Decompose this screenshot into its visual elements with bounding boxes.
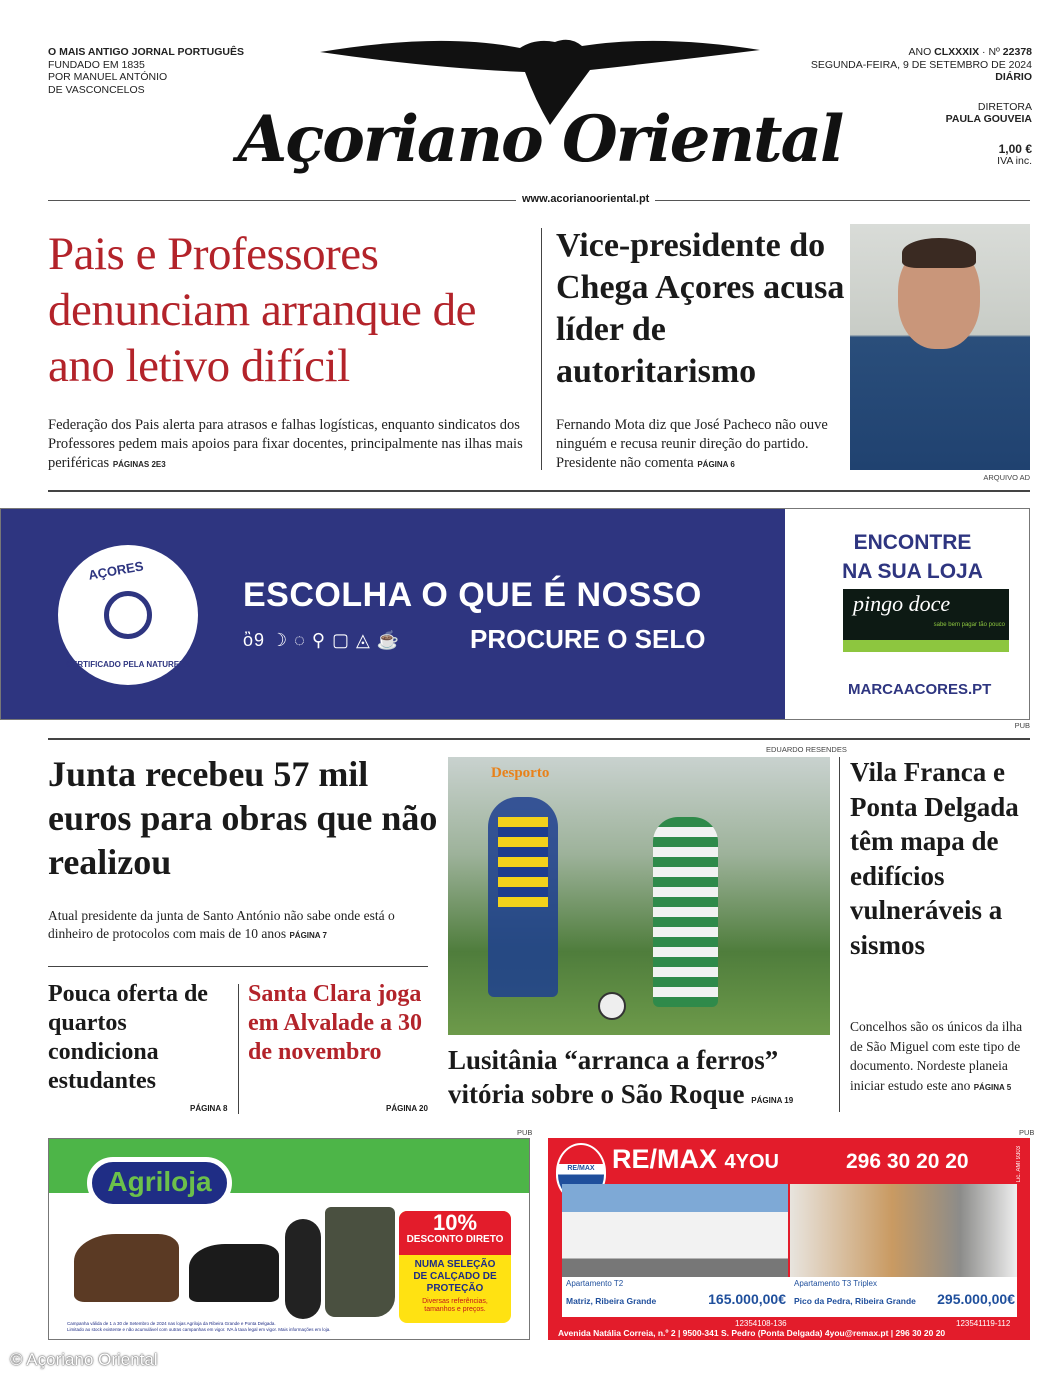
second-headline[interactable]: Vice-presidente do Chega Açores acusa líder de autoritarismo <box>556 227 845 390</box>
sports-headline-text: Lusitânia “arranca a ferros” vitória sobre o São Roque <box>448 1045 779 1109</box>
page-ref: PÁGINA 7 <box>289 931 327 940</box>
remax-phone[interactable]: 296 30 20 20 <box>846 1150 969 1173</box>
junta-deck-text: Atual presidente da junta de Santo António não sabe onde está o dinheiro de protocolos com mais de 10 anos <box>48 908 395 941</box>
photo-credit: ARQUIVO AD <box>983 473 1030 482</box>
price: 1,00 € <box>998 141 1032 156</box>
rubber-boot-image <box>325 1207 395 1317</box>
page-ref: PÁGINA 19 <box>751 1096 794 1105</box>
listing-location: Matriz, Ribeira Grande <box>566 1296 657 1306</box>
section-label-desporto: Desporto <box>491 765 550 781</box>
page-ref: PÁGINA 6 <box>697 460 735 469</box>
license: Lic. AMI 9303 <box>1016 1146 1022 1183</box>
discount-label: DESCONTO DIRETO <box>406 1234 504 1245</box>
date: SEGUNDA-FEIRA, 9 DE SETEMBRO DE 2024 <box>810 58 1032 71</box>
vila-franca-headline[interactable]: Vila Franca e Ponta Delgada têm mapa de edifícios vulneráveis a sismos <box>850 757 1019 960</box>
issue-number: 22378 <box>1002 46 1032 58</box>
section-rule <box>48 490 1030 492</box>
listing-ref: 12354108-136 <box>735 1319 787 1328</box>
photo-credit: EDUARDO RESENDES <box>766 745 847 754</box>
football-photo[interactable] <box>448 757 830 1035</box>
second-deck <box>556 416 841 474</box>
banner-site[interactable]: MARCAACORES.PT <box>848 681 992 698</box>
seal-bottom-text: CERTIFICADO PELA NATUREZA <box>66 660 190 669</box>
listing-price: 165.000,00€ <box>708 1291 786 1307</box>
page-ref: PÁGINAS 2E3 <box>112 460 166 469</box>
listing-type: Apartamento T2 <box>566 1279 624 1288</box>
product-icons: ὂ9 ☽ ◌ ⚲ ▢ ◬ ☕ <box>243 630 401 650</box>
vila-franca-deck-text: Concelhos são os únicos da ilha de São Miguel com este tipo de documento. Nordeste planeia iniciar estudo este ano <box>850 1019 1023 1093</box>
boot-sole-image <box>285 1219 321 1319</box>
masthead-right <box>811 46 1032 168</box>
logo: Açoriano Oriental <box>237 102 843 177</box>
lead-deck <box>48 416 528 474</box>
banner-title: ESCOLHA O QUE É NOSSO <box>243 576 702 614</box>
agriloja-logo: Agriloja <box>87 1157 232 1209</box>
pub-label: PUB <box>517 1128 533 1137</box>
remax-ad[interactable] <box>548 1138 1030 1340</box>
vat-note: IVA inc. <box>997 155 1032 167</box>
director-name: PAULA GOUVEIA <box>945 113 1032 125</box>
pub-label: PUB <box>1014 721 1030 730</box>
remax-brand <box>612 1144 779 1175</box>
discount-value: 10% <box>432 1211 478 1235</box>
junta-headline[interactable]: Junta recebeu 57 mil euros para obras que não realizou <box>48 754 438 882</box>
listing-location: Pico da Pedra, Ribeira Grande <box>794 1296 916 1306</box>
page-ref: PÁGINA 5 <box>973 1082 1012 1092</box>
santa-clara-headline[interactable]: Santa Clara joga em Alvalade a 30 de novembro <box>248 981 422 1065</box>
listing-price: 295.000,00€ <box>937 1291 1015 1307</box>
section-rule <box>48 966 428 967</box>
find-line-1: ENCONTRE <box>853 531 972 554</box>
column-divider <box>839 757 840 1112</box>
column-divider <box>541 228 542 470</box>
director-label: DIRETORA <box>977 100 1032 113</box>
listing-type: Apartamento T3 Triplex <box>794 1279 878 1288</box>
section-rule <box>48 738 1030 740</box>
fineprint <box>67 1321 392 1333</box>
year-roman: CLXXXIX <box>934 46 980 58</box>
find-in-store <box>800 528 1025 586</box>
column-divider <box>238 984 239 1114</box>
junta-deck <box>48 907 433 945</box>
tagline: O MAIS ANTIGO JORNAL PORTUGUÊS <box>48 46 245 58</box>
listing-photo-interior <box>790 1184 1017 1277</box>
store-name: pingo doce <box>853 591 951 616</box>
second-deck-text: Fernando Mota diz que José Pacheco não ouve ninguém e recusa reunir direção do partido. Presidente não comenta <box>556 417 828 471</box>
shoe-black-image <box>189 1244 279 1302</box>
copyright: © Açoriano Oriental <box>10 1350 158 1369</box>
page-ref: PÁGINA 20 <box>386 1104 428 1113</box>
banner-subtitle: PROCURE O SELO <box>470 624 706 654</box>
store-slogan: sabe bem pagar tão pouco <box>933 622 1005 628</box>
pub-label: PUB <box>1019 1128 1035 1137</box>
listing-photo-house <box>562 1184 788 1277</box>
discount-badge <box>399 1211 511 1323</box>
page-ref: PÁGINA 8 <box>190 1104 228 1113</box>
founder-1: POR MANUEL ANTÓNIO <box>48 71 168 83</box>
founder-2: DE VASCONCELOS <box>48 83 145 96</box>
year-prefix: ANO <box>908 46 932 58</box>
boot-brown-image <box>74 1234 179 1302</box>
sports-headline[interactable] <box>448 1043 838 1118</box>
vila-franca-deck <box>850 1017 1032 1097</box>
lead-deck-text: Federação dos Pais alerta para atrasos e falhas logísticas, enquanto sindicatos dos Professores pedem mais apoios para fixar docentes, principalmente nas ilhas mais periféricas <box>48 417 523 471</box>
site-url[interactable]: www.acorianooriental.pt <box>516 193 655 205</box>
listing-ref: 123541119-112 <box>956 1319 1011 1328</box>
acores-seal <box>58 545 198 685</box>
frequency: DIÁRIO <box>995 71 1032 83</box>
agriloja-ad[interactable] <box>48 1138 530 1340</box>
fineprint-2: Limitado ao stock existente e não acumulável com outras campanhas em vigor. IVA à taxa legal em vigor. Mais informações em loja. <box>67 1327 331 1332</box>
founded: FUNDADO EM 1835 <box>48 58 145 71</box>
url-bar <box>48 193 1030 207</box>
seal-top-text: AÇORES <box>87 558 145 583</box>
number-prefix: · Nº <box>982 46 1000 58</box>
remax-agency: 4YOU <box>724 1151 779 1173</box>
offer-note: Diversas referências, tamanhos e preços. <box>422 1298 488 1313</box>
remax-name: RE/MAX <box>612 1144 718 1174</box>
quartos-headline[interactable]: Pouca oferta de quartos condiciona estudantes <box>48 981 208 1094</box>
lead-headline[interactable]: Pais e Professores denunciam arranque de ano letivo difícil <box>48 228 476 392</box>
offer-text: NUMA SELEÇÃO DE CALÇADO DE PROTEÇÃO <box>413 1259 497 1294</box>
pingo-doce-logo <box>843 589 1009 652</box>
masthead-left <box>48 46 244 96</box>
find-line-2: NA SUA LOJA <box>842 560 983 583</box>
balloon-text: RE/MAX <box>567 1165 595 1172</box>
fineprint-1: Campanha válida de 1 a 30 de Setembro de 2024 nas lojas Agriloja da Ribeira Grande e Ponta Delgada. <box>67 1321 276 1326</box>
portrait-photo <box>850 224 1030 470</box>
remax-address: Avenida Natália Correia, n.º 2 | 9500-341 S. Pedro (Ponta Delgada) 4you@remax.pt | 296 30 20 20 <box>558 1328 946 1338</box>
